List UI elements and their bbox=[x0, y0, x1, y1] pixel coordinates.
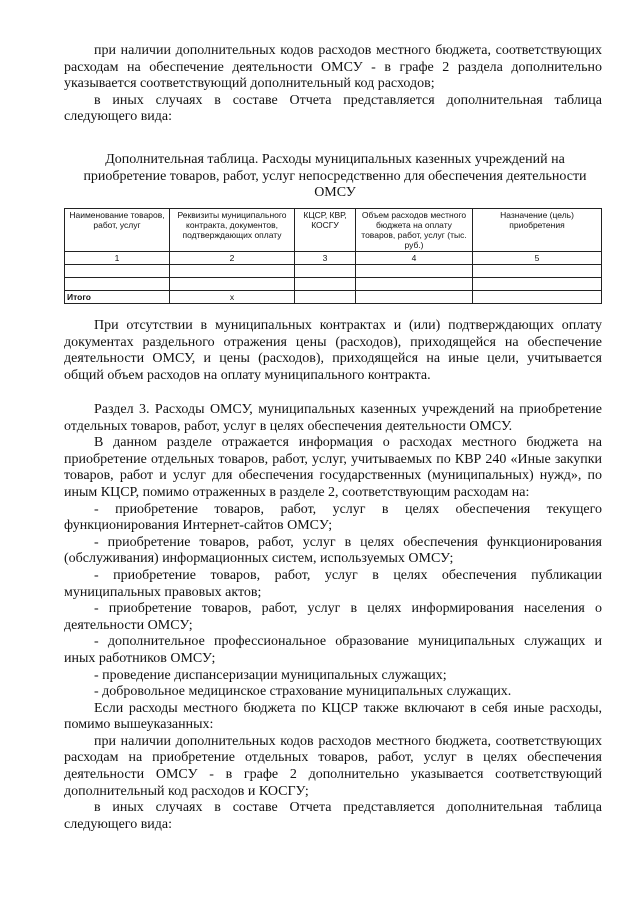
section-3 bbox=[64, 402, 602, 833]
table-cell bbox=[356, 265, 473, 278]
table-cell bbox=[473, 278, 602, 291]
table-header-cell: Назначение (цель) приобретения bbox=[473, 209, 602, 252]
table-cell bbox=[295, 265, 356, 278]
list-item: - приобретение товаров, работ, услуг в целях обеспечения текущего функционирования Интернет-сайтов ОМСУ; bbox=[64, 501, 602, 534]
paragraph-group-2 bbox=[64, 318, 602, 384]
table-total-label: Итого bbox=[65, 291, 170, 304]
paragraph-if-also: Если расходы местного бюджета по КЦСР также включают в себя иные расходы, помимо вышеуказанных: bbox=[64, 700, 602, 733]
list-item: - приобретение товаров, работ, услуг в целях обеспечения функционирования (обслуживания) информационных систем, используемых ОМСУ; bbox=[64, 534, 602, 567]
table-cell bbox=[65, 265, 170, 278]
table-number-row bbox=[65, 252, 602, 265]
table-header-row bbox=[65, 209, 602, 252]
additional-table bbox=[64, 208, 602, 304]
table-total-row bbox=[65, 291, 602, 304]
table-number-cell: 1 bbox=[65, 252, 170, 265]
table-cell bbox=[295, 291, 356, 304]
paragraph-case-1: при наличии дополнительных кодов расходов местного бюджета, соответствующих расходам на приобретение отдельных товаров, работ, услуг в целях обеспечения деятельности ОМСУ - в графе 2 дополнительно указывается соответствующий дополнительный код расходов и КОСГУ; bbox=[64, 733, 602, 799]
section-intro: В данном разделе отражается информация о расходах местного бюджета на приобретение отдельных товаров, работ, услуг, учитываемых по КВР 240 «Иные закупки товаров, работ и услуг для обеспечения государственных (муниципальных) нужд», по иным КЦСР, помимо отраженных в разделе 2, соответствующим расходам на: bbox=[64, 435, 602, 500]
paragraph-case-2: в иных случаях в составе Отчета представляется дополнительная таблица следующего вида: bbox=[64, 800, 602, 832]
section-title: Раздел 3. Расходы ОМСУ, муниципальных казенных учреждений на приобретение отдельных товаров, работ, услуг в целях обеспечения деятельности ОМСУ. bbox=[64, 402, 602, 434]
table-number-cell: 5 bbox=[473, 252, 602, 265]
table-caption: Дополнительная таблица. Расходы муниципальных казенных учреждений на приобретение товаров, работ, услуг непосредственно для обеспечения деятельности ОМСУ bbox=[83, 152, 587, 201]
table-total-mark: x bbox=[170, 291, 295, 304]
paragraph-additional-codes: при наличии дополнительных кодов расходов местного бюджета, соответствующих расходам на обеспечение деятельности ОМСУ - в графе 2 раздела дополнительно указывается соответствующий дополнительный код расходов; bbox=[64, 43, 602, 92]
table-header-cell: Реквизиты муниципального контракта, документов, подтверждающих оплату bbox=[170, 209, 295, 252]
paragraph-group-1 bbox=[64, 43, 602, 126]
table-number-cell: 3 bbox=[295, 252, 356, 265]
list-item: - приобретение товаров, работ, услуг в целях информирования населения о деятельности ОМСУ; bbox=[64, 601, 602, 633]
table-header-cell: Объем расходов местного бюджета на оплату товаров, работ, услуг (тыс. руб.) bbox=[356, 209, 473, 252]
table-cell bbox=[473, 291, 602, 304]
table-cell bbox=[295, 278, 356, 291]
table-cell bbox=[170, 265, 295, 278]
table-row bbox=[65, 265, 602, 278]
list-item: - дополнительное профессиональное образование муниципальных служащих и иных работников ОМСУ; bbox=[64, 634, 602, 666]
table-row bbox=[65, 278, 602, 291]
table-cell bbox=[356, 278, 473, 291]
table-cell bbox=[170, 278, 295, 291]
table-header-cell: Наименование товаров, работ, услуг bbox=[65, 209, 170, 252]
table-number-cell: 4 bbox=[356, 252, 473, 265]
table-number-cell: 2 bbox=[170, 252, 295, 265]
table-cell bbox=[473, 265, 602, 278]
paragraph-no-separate-price: При отсутствии в муниципальных контрактах и (или) подтверждающих оплату документах раздельного отражения цены (расходов), приходящейся на обеспечение деятельности ОМСУ, и цены (расходов), приходящейся на иные цели, учитывается общий объем расходов на оплату муниципального контракта. bbox=[64, 318, 602, 383]
list-item: - приобретение товаров, работ, услуг в целях обеспечения публикации муниципальных правовых актов; bbox=[64, 567, 602, 600]
list-item: - проведение диспансеризации муниципальных служащих; bbox=[94, 667, 447, 683]
paragraph-other-cases: в иных случаях в составе Отчета представляется дополнительная таблица следующего вида: bbox=[64, 92, 602, 125]
table-cell bbox=[356, 291, 473, 304]
list-item: - добровольное медицинское страхование муниципальных служащих. bbox=[94, 684, 512, 700]
table-header-cell: КЦСР, КВР, КОСГУ bbox=[295, 209, 356, 252]
table-cell bbox=[65, 278, 170, 291]
